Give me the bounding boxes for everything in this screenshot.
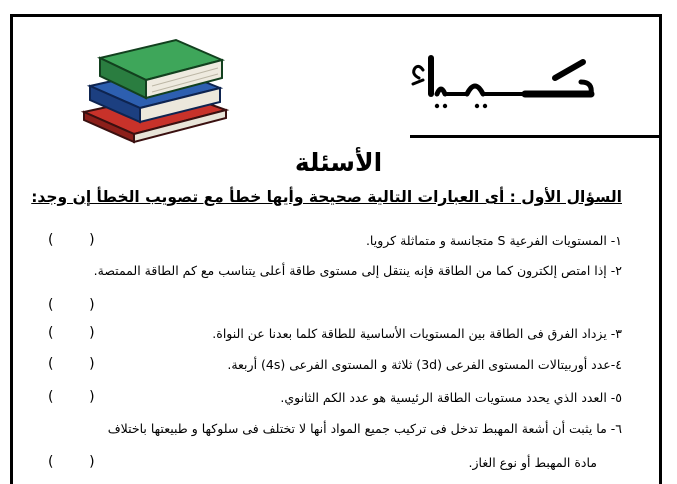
- question-item-4: ٤-عدد أوربيتالات المستوى الفرعى (3d) ثلاثة و المستوى الفرعى (4s) أربعة.: [227, 357, 622, 372]
- answer-blank-1: ( ): [48, 232, 95, 248]
- answer-blank-6: ( ): [48, 454, 95, 470]
- header-divider: [410, 135, 660, 138]
- books-icon: [72, 28, 232, 146]
- answer-blank-3: ( ): [48, 325, 95, 341]
- page-heading: الأسئلة: [294, 148, 383, 177]
- answer-blank-4: ( ): [48, 356, 95, 372]
- question-item-1: ١- المستويات الفرعية S متجانسة و متماثلة كرويا.: [365, 233, 622, 248]
- question-item-3: ٣- يزداد الفرق فى الطاقة بين المستويات الأساسية للطاقة كلما بعدنا عن النواة.: [212, 326, 622, 341]
- question-item-2: ٢- إذا امتص إلكترون كما من الطاقة فإنه ينتقل إلى مستوى طاقة أعلى يتناسب مع كم الطاقة الممتصة.: [93, 263, 622, 278]
- question-item-6-continued: مادة المهبط أو نوع الغاز.: [468, 455, 597, 470]
- chemistry-title-logo: [405, 48, 595, 120]
- answer-blank-2: ( ): [48, 297, 95, 313]
- question-title: السؤال الأول : أى العبارات التالية صحيحة وأيها خطأ مع تصويب الخطأ إن وجد:: [31, 188, 622, 206]
- question-item-6: ٦- ما يثبت أن أشعة المهبط تدخل فى تركيب جميع المواد أنها لا تختلف فى سلوكها و طبيعتها باختلاف: [107, 421, 622, 436]
- question-item-5: ٥- العدد الذي يحدد مستويات الطاقة الرئيسية هو عدد الكم الثانوي.: [280, 390, 622, 405]
- answer-blank-5: ( ): [48, 389, 95, 405]
